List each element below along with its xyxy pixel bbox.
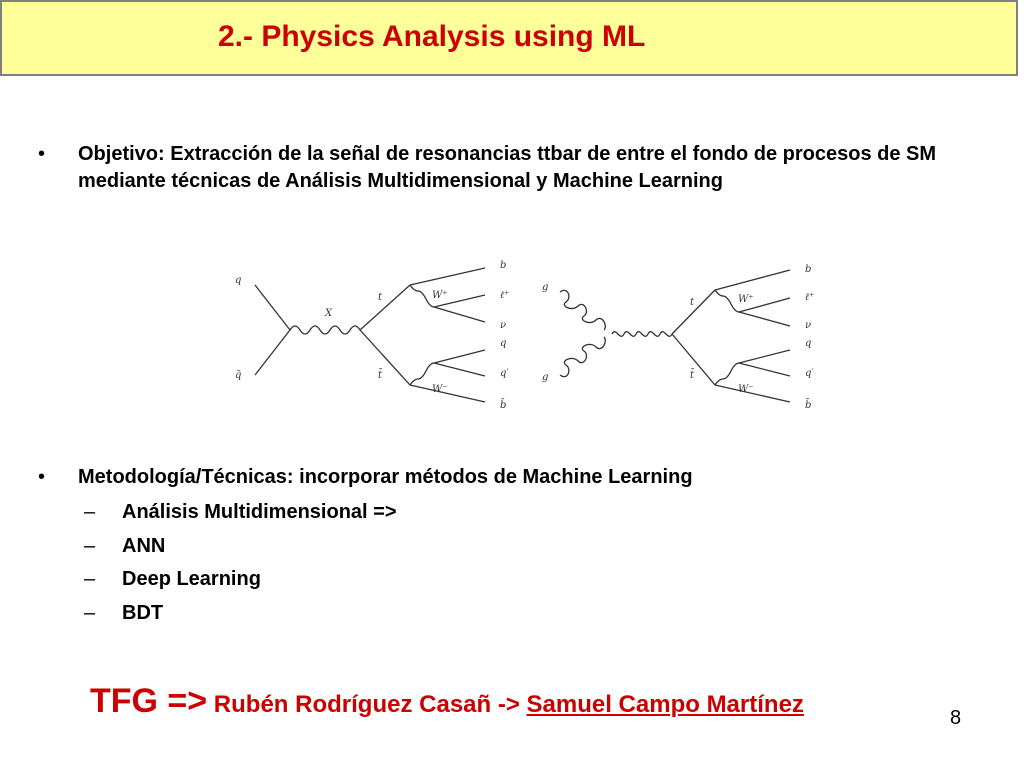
quark-line-in — [255, 285, 290, 330]
dash-marker: – — [84, 535, 96, 557]
label-wminus-r: W⁻ — [738, 384, 754, 395]
label-b-r: b — [805, 264, 812, 275]
bullet-marker: • — [38, 466, 46, 488]
dash-marker: – — [84, 501, 96, 523]
label-bbar: b̄ — [500, 400, 507, 411]
slide-title: 2.- Physics Analysis using ML — [218, 20, 646, 53]
subitem-bdt — [84, 600, 164, 627]
bullet-objective — [38, 141, 958, 195]
tfg-footer — [90, 682, 804, 721]
subitem-text: ANN — [122, 535, 166, 557]
page-number: 8 — [950, 707, 962, 729]
w-plus-propagator — [410, 285, 434, 307]
subitem-text: BDT — [122, 602, 164, 624]
label-qbar: q̄ — [235, 370, 242, 381]
gluon-in-bottom — [560, 337, 605, 377]
qprime-line-r — [739, 363, 790, 376]
feynman-diagrams — [220, 250, 820, 420]
label-wminus: W⁻ — [432, 384, 448, 395]
bullet-methodology — [38, 464, 958, 491]
q-line-r — [739, 350, 790, 363]
w-plus-propagator-r — [715, 290, 739, 312]
qprime-line — [434, 363, 485, 376]
bullet-methodology-text: Metodología/Técnicas: incorporar métodos de Machine Learning — [78, 466, 693, 488]
antitop-line — [360, 330, 410, 385]
w-minus-propagator-r — [715, 363, 739, 385]
label-tbar-r: t̄ — [690, 370, 695, 381]
feynman-diagram-left — [255, 268, 485, 402]
neutrino-line — [434, 307, 485, 322]
label-lplus: ℓ⁺ — [500, 290, 510, 301]
subitem-multidimensional — [84, 499, 397, 526]
label-tbar: t̄ — [378, 370, 383, 381]
b-line-r — [715, 270, 790, 290]
label-qprime-r: q′ — [805, 368, 814, 379]
antiquark-line-in — [255, 330, 290, 375]
w-minus-propagator — [410, 363, 434, 385]
label-t: t — [378, 292, 383, 303]
label-g-bottom: g — [542, 372, 549, 383]
label-g-top: g — [542, 282, 549, 293]
dash-marker: – — [84, 602, 96, 624]
gluon-in-top — [560, 290, 605, 330]
label-nu: ν — [500, 320, 507, 331]
q-line — [434, 350, 485, 363]
label-qprime: q′ — [500, 368, 509, 379]
label-x: X — [325, 308, 333, 319]
subitem-deep-learning — [84, 566, 261, 593]
dash-marker: – — [84, 568, 96, 590]
label-bbar-r: b̄ — [805, 400, 812, 411]
feynman-diagram-right-labels — [542, 264, 814, 411]
tfg-supervisor: Samuel Campo Martínez — [526, 691, 804, 718]
label-wplus: W⁺ — [432, 290, 448, 301]
label-lplus-r: ℓ⁺ — [805, 292, 815, 303]
gluon-propagator — [612, 332, 672, 337]
b-line — [410, 268, 485, 285]
top-line — [360, 285, 410, 330]
bullet-objective-text: Objetivo: Extracción de la señal de resonancias ttbar de entre el fondo de procesos de SM mediante técnicas de Análisis Multidimensional y Machine Learning — [78, 143, 937, 192]
feynman-diagram-left-labels — [235, 260, 509, 411]
tfg-author: Rubén Rodríguez Casañ -> — [207, 691, 527, 718]
mediator-propagator — [290, 326, 360, 334]
subitem-text: Análisis Multidimensional => — [122, 501, 397, 523]
label-q-out-r: q — [805, 338, 812, 349]
feynman-diagram-right — [560, 270, 790, 402]
label-q: q — [235, 275, 242, 286]
subitem-ann — [84, 533, 166, 560]
label-wplus-r: W⁺ — [738, 294, 754, 305]
label-nu-r: ν — [805, 320, 812, 331]
subitem-text: Deep Learning — [122, 568, 261, 590]
tfg-label: TFG => — [90, 682, 208, 720]
label-t-r: t — [690, 297, 695, 308]
label-q-out: q — [500, 338, 507, 349]
neutrino-line-r — [739, 312, 790, 326]
bullet-marker: • — [38, 143, 46, 165]
label-b: b — [500, 260, 507, 271]
